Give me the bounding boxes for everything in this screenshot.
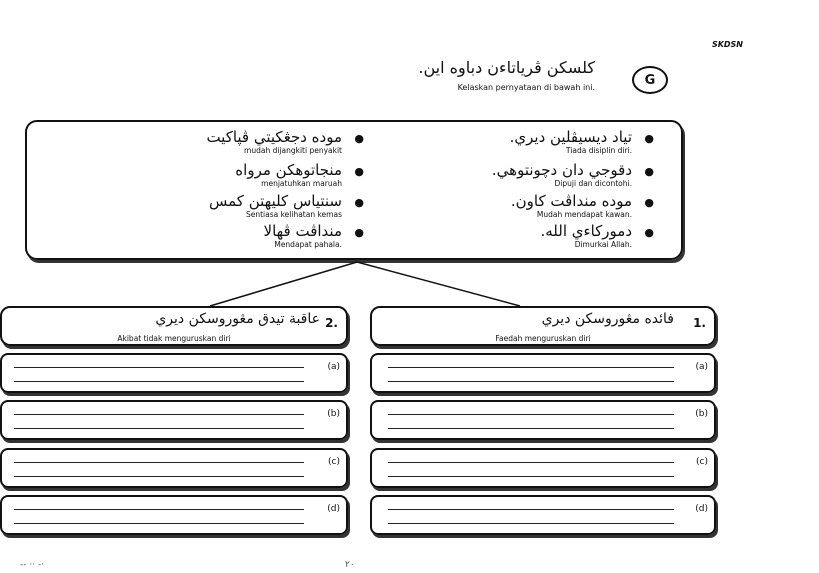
answer-line — [388, 381, 674, 382]
statement-jawi: منجاتوهکن مرواه — [235, 161, 342, 179]
category-number: 1. — [693, 316, 706, 330]
bullet-icon: ● — [354, 165, 364, 178]
answer-box-consequence-a[interactable] — [0, 353, 348, 393]
category-title-jawi: عاقبة تيدق مڠوروسکن ديري — [155, 311, 320, 327]
category-title-malay: Akibat tidak menguruskan diri — [117, 334, 231, 343]
statement-malay: Dipuji dan dicontohi. — [554, 179, 632, 188]
answer-line — [388, 428, 674, 429]
answer-line — [14, 414, 304, 415]
answer-box-consequence-b[interactable] — [0, 400, 348, 440]
statement-malay: Sentiasa kelihatan kemas — [245, 210, 342, 219]
instruction-jawi: كلسكن ڤرياتاءن دباوه اين. — [418, 58, 595, 77]
answer-line — [388, 367, 674, 368]
answer-line — [388, 476, 674, 477]
statement-jawi: دموركاءي الله. — [540, 222, 632, 240]
statement-jawi: تياد ديسيڤلين ديري. — [509, 128, 632, 146]
answer-label: (b) — [695, 409, 708, 419]
statement-malay: Mendapat pahala. — [274, 240, 342, 249]
bullet-icon: ● — [644, 165, 654, 178]
answer-line — [388, 414, 674, 415]
answer-line — [14, 462, 304, 463]
bullet-icon: ● — [354, 132, 364, 145]
footer-mark-left: -- ·· -· — [20, 560, 45, 570]
bullet-icon: ● — [354, 196, 364, 209]
instruction-malay: Kelaskan pernyataan di bawah ini. — [457, 83, 595, 92]
category-header-benefits — [370, 306, 716, 346]
statement-malay: menjatuhkan maruah — [261, 179, 342, 188]
answer-label: (b) — [327, 409, 340, 419]
statement-jawi: دقوجي دان دچونتوهي. — [491, 161, 632, 179]
bullet-icon: ● — [644, 196, 654, 209]
answer-line — [14, 476, 304, 477]
answer-line — [14, 381, 304, 382]
answer-line — [14, 428, 304, 429]
answer-box-benefit-a[interactable] — [370, 353, 716, 393]
answer-line — [388, 509, 674, 510]
answer-label: (d) — [695, 504, 708, 514]
answer-line — [14, 367, 304, 368]
answer-box-consequence-d[interactable] — [0, 495, 348, 535]
statement-malay: Dimurkai Allah. — [574, 240, 632, 249]
answer-box-benefit-b[interactable] — [370, 400, 716, 440]
bullet-icon: ● — [354, 226, 364, 239]
answer-line — [388, 462, 674, 463]
answer-label: (c) — [696, 457, 708, 467]
answer-label: (d) — [327, 504, 340, 514]
bullet-icon: ● — [644, 226, 654, 239]
answer-box-benefit-c[interactable] — [370, 448, 716, 488]
statement-malay: mudah dijangkiti penyakit — [244, 146, 342, 155]
section-letter-badge: G — [632, 66, 668, 94]
page-code: SKDSN — [711, 40, 743, 49]
category-header-consequences — [0, 306, 348, 346]
category-title-jawi: فائده مڠوروسکن ديري — [541, 311, 674, 327]
statement-jawi: موده دجڠکيتي ڤڽاکيت — [206, 128, 342, 146]
statement-jawi: سنتياس کليهتن کمس — [209, 192, 342, 210]
category-number: 2. — [325, 316, 338, 330]
bullet-icon: ● — [644, 132, 654, 145]
answer-line — [388, 523, 674, 524]
statement-jawi: موده منداڤت كاون. — [510, 192, 632, 210]
answer-label: (a) — [327, 362, 340, 372]
statement-malay: Mudah mendapat kawan. — [536, 210, 632, 219]
answer-line — [14, 509, 304, 510]
statement-malay: Tiada disiplin diri. — [565, 146, 632, 155]
answer-box-benefit-d[interactable] — [370, 495, 716, 535]
answer-label: (a) — [695, 362, 708, 372]
answer-line — [14, 523, 304, 524]
statement-jawi: منداڤت ڤهالا — [263, 222, 342, 240]
footer-page-number: ٢٠ — [345, 560, 355, 570]
answer-box-consequence-c[interactable] — [0, 448, 348, 488]
answer-label: (c) — [328, 457, 340, 467]
category-title-malay: Faedah menguruskan diri — [495, 334, 591, 343]
